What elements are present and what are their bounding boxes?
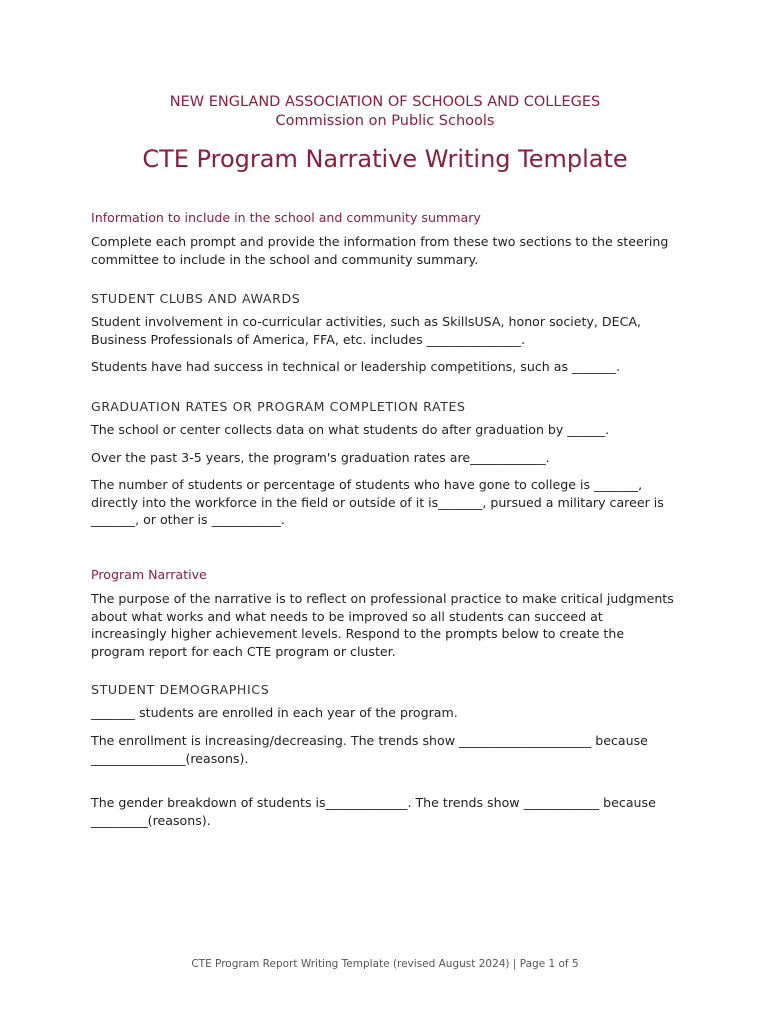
demographics-prompt-gender: The gender breakdown of students is_____________. The trends show ____________ because _________(reasons). — [91, 795, 656, 828]
summary-info-intro: Complete each prompt and provide the information from these two sections to the steering committee to include in the school and community summary. — [91, 234, 669, 267]
commission-name: Commission on Public Schools — [275, 113, 495, 129]
page-footer: CTE Program Report Writing Template (revised August 2024) | Page 1 of 5 — [191, 958, 579, 970]
clubs-prompt-competitions: Students have had success in technical or leadership competitions, such as _______. — [91, 359, 621, 374]
organization-name: NEW ENGLAND ASSOCIATION OF SCHOOLS AND COLLEGES — [169, 94, 601, 110]
section-heading-summary-info: Information to include in the school and community summary — [91, 210, 481, 225]
section-heading-graduation-rates: GRADUATION RATES OR PROGRAM COMPLETION RATES — [91, 399, 466, 414]
program-narrative-intro: The purpose of the narrative is to reflect on professional practice to make critical judgments about what works and what needs to be improved so all students can succeed at increasingly higher achievement levels. Respond to the prompts below to create the program report for each CTE program or cluster. — [91, 591, 674, 659]
clubs-prompt-involvement: Student involvement in co-curricular activities, such as SkillsUSA, honor society, DECA, Business Professionals of America, FFA, etc. includes _______________. — [91, 314, 641, 347]
graduation-prompt-rates: Over the past 3-5 years, the program's graduation rates are____________. — [91, 450, 550, 465]
section-heading-clubs-awards: STUDENT CLUBS AND AWARDS — [91, 291, 301, 306]
demographics-prompt-enrollment-trend: The enrollment is increasing/decreasing. The trends show _____________________ because _______________(reasons). — [91, 733, 648, 766]
section-heading-program-narrative: Program Narrative — [91, 567, 207, 582]
graduation-prompt-outcomes: The number of students or percentage of students who have gone to college is _______, directly into the workforce in the field or outside of it is_______, pursued a military career is _______, or other is ___________. — [91, 477, 664, 527]
document-header — [0, 93, 770, 131]
graduation-prompt-data-collection: The school or center collects data on what students do after graduation by ______. — [91, 422, 610, 437]
demographics-prompt-enrollment-count: _______ students are enrolled in each year of the program. — [91, 705, 458, 720]
page-title: CTE Program Narrative Writing Template — [142, 145, 628, 173]
section-heading-student-demographics: STUDENT DEMOGRAPHICS — [91, 682, 270, 697]
